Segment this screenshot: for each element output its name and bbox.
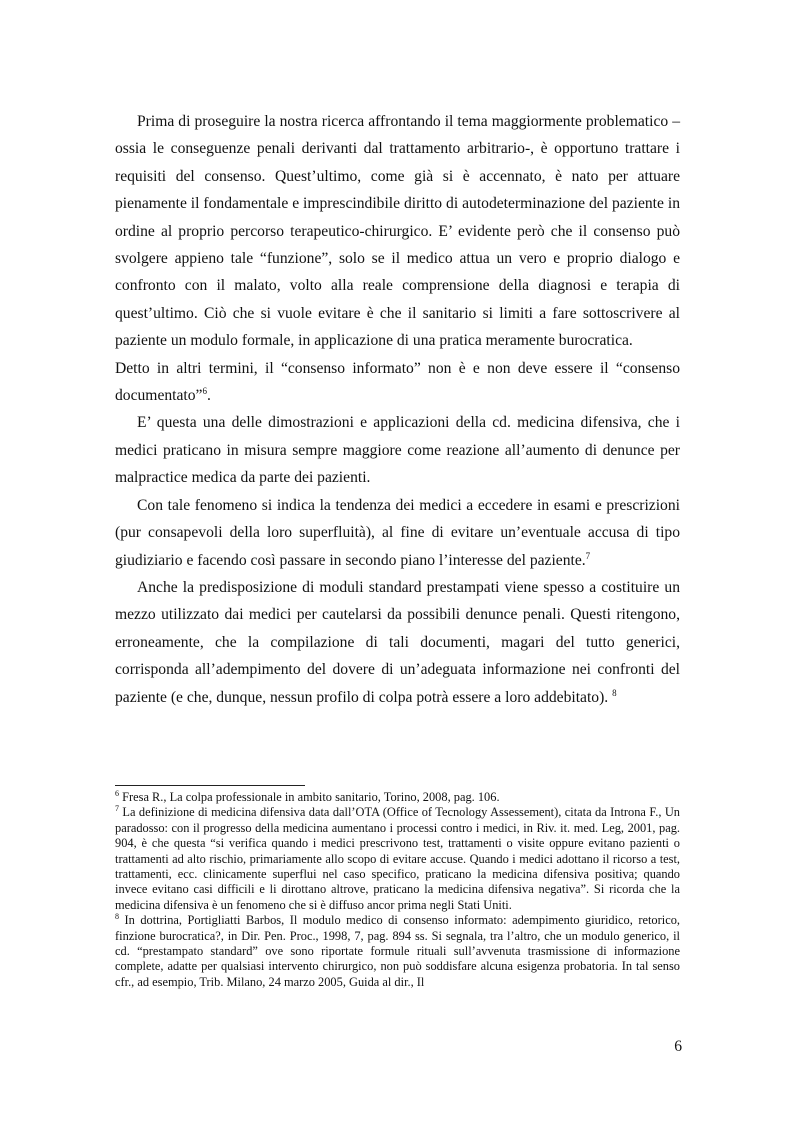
- paragraph-1: [115, 108, 680, 355]
- footnote-8: [115, 913, 680, 990]
- paragraph-5: [115, 574, 680, 711]
- footnote-ref-7[interactable]: 7: [585, 550, 591, 561]
- footnote-6: [115, 790, 680, 805]
- footnote-ref-8[interactable]: 8: [612, 687, 617, 698]
- footnote-text: Fresa R., La colpa professionale in ambito sanitario, Torino, 2008, pag. 106.: [122, 790, 500, 804]
- paragraph-1-text: Prima di proseguire la nostra ricerca affrontando il tema maggiormente problematico –ossia le conseguenze penali derivanti dal trattamento arbitrario-, è opportuno trattare i requisiti del consenso. Quest’ultimo, come già si è accennato, è nato per attuare pienamente il fondamentale e imprescindibile diritto di autodeterminazione del paziente in ordine al proprio percorso terapeutico-chirurgico. E’ evidente però che il consenso può svolgere appieno tale “funzione”, solo se il medico attua un vero e proprio dialogo e confronto con il malato, volto alla reale comprensione della diagnosi e terapia di quest’ultimo. Ciò che si vuole evitare è che il sanitario si limiti a fare sottoscrivere al paziente un modulo formale, in applicazione di una pratica meramente burocratica.: [115, 113, 680, 350]
- paragraph-5-text: Anche la predisposizione di moduli standard prestampati viene spesso a costituire un mezzo utilizzato dai medici per cautelarsi da possibili denunce penali. Questi ritengono, erroneamente, che la compilazione di tali documenti, magari del tutto generici, corrisponda all’adempimento del dovere di un’adeguata informazione nei confronti del paziente (e che, dunque, nessun profilo di colpa potrà essere a loro addebitato).: [115, 578, 680, 706]
- footnote-number: 8: [115, 912, 119, 922]
- body-text: [115, 108, 680, 711]
- footnote-7: [115, 805, 680, 913]
- paragraph-3: [115, 409, 680, 491]
- document-page: [115, 108, 680, 711]
- footnote-ref-6[interactable]: 6: [202, 386, 207, 397]
- footnote-separator: [115, 785, 305, 786]
- footnote-number: 6: [115, 789, 119, 798]
- footnote-number: 7: [115, 804, 119, 814]
- paragraph-4: [115, 492, 680, 574]
- footnote-text: In dottrina, Portigliatti Barbos, Il modulo medico di consenso informato: adempimento giuridico, retorico, finzione burocratica?, in Dir. Pen. Proc., 1998, 7, pag. 894 ss. Si segnala, tra l’altro, che un modulo generico, il cd. “prestampato standard” ove sono riportate formule rituali sull’avvenuta trasmissione di informazione complete, adatte per qualsiasi intervento chirurgico, non può soddisfare alcuna esigenza probatoria. In tal senso cfr., ad esempio, Trib. Milano, 24 marzo 2005, Guida al dir., Il: [115, 913, 680, 989]
- footnote-text: La definizione di medicina difensiva data dall’OTA (Office of Tecnology Assessement), citata da Introna F., Un paradosso: con il progresso della medicina aumentano i processi contro i medici, in Riv. it. med. Leg, 2001, pag. 904, è che questa “si verifica quando i medici prescrivono test, trattamenti o visite oppure evitano pazienti o trattamenti ad alto rischio, primariamente allo scopo di evitare accuse. Quando i medici adottano il ricorso a test, trattamenti, ecc. clinicamente superflui nel caso specifico, praticano la medicina difensiva positiva; quando invece evitano casi difficili e li dirottano altrove, praticano la medicina difensiva negativa”. Si ricorda che la medicina difensiva è un fenomeno che si è diffuso ancor prima negli Stati Uniti.: [115, 805, 680, 912]
- paragraph-4-text: Con tale fenomeno si indica la tendenza dei medici a eccedere in esami e prescrizioni (pur consapevoli della loro superfluità), al fine di evitare un’eventuale accusa di tipo giudiziario e facendo così passare in secondo piano l’interesse del paziente.: [115, 496, 680, 569]
- paragraph-3-text: E’ questa una delle dimostrazioni e applicazioni della cd. medicina difensiva, che i medici praticano in misura sempre maggiore come reazione all’aumento di denunce per malpractice medica da parte dei pazienti.: [115, 414, 680, 487]
- page-number: 6: [674, 1038, 682, 1055]
- paragraph-2-after: .: [206, 387, 211, 405]
- footnotes: [115, 790, 680, 990]
- paragraph-2-text: Detto in altri termini, il “consenso informato” non è e non deve essere il “consenso documentato”: [115, 359, 680, 405]
- paragraph-2: [115, 355, 680, 410]
